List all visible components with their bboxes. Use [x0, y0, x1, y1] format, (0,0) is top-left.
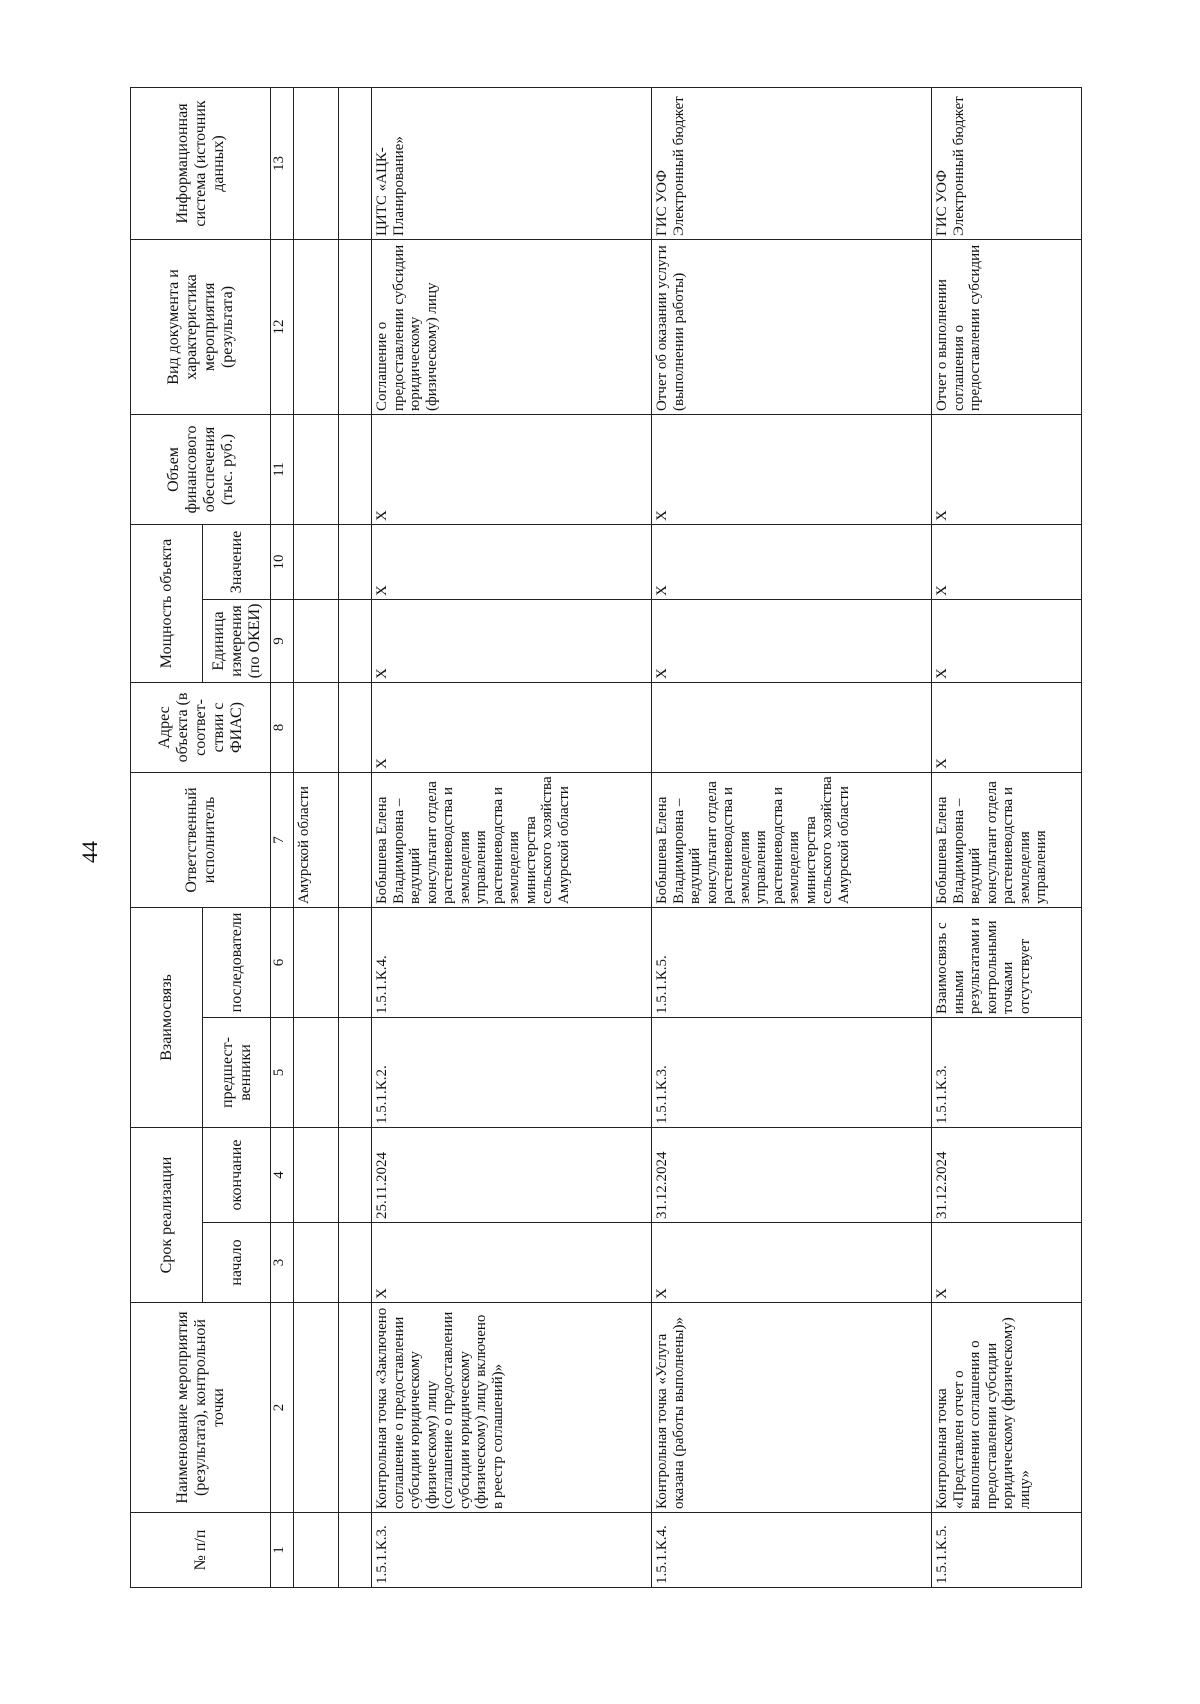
- column-number: 3: [271, 1223, 294, 1303]
- header-term-end: окончание: [203, 1127, 271, 1222]
- executor-cell: Бобышева Елена Владимировна – ведущий консультант отдела растениеводства и земледелия управления: [932, 772, 1082, 907]
- plan-table: [130, 87, 1082, 1588]
- column-number: 10: [271, 524, 294, 599]
- table-row: [932, 87, 1082, 1587]
- column-number: 5: [271, 1017, 294, 1127]
- next-cell: 1.5.1.К.4.: [372, 907, 652, 1017]
- unit-cell: X: [652, 599, 932, 682]
- continuation-row: [294, 87, 339, 1587]
- start-cell: X: [932, 1223, 1082, 1303]
- header-link: Взаимосвязь: [131, 907, 203, 1127]
- value-cell: X: [932, 524, 1082, 599]
- header-capacity-value: Значение: [203, 524, 271, 599]
- num-cell: 1.5.1.К.4.: [652, 1513, 932, 1588]
- plan-table-sheet: [130, 88, 1130, 1588]
- address-cell: X: [932, 682, 1082, 772]
- column-number: 13: [271, 87, 294, 239]
- column-number-row: [271, 87, 294, 1587]
- address-cell: X: [372, 682, 652, 772]
- num-cell: 1.5.1.К.5.: [932, 1513, 1082, 1588]
- next-cell: Взаимосвязь с иными результатами и контрольными точками отсутствует: [932, 907, 1082, 1017]
- column-number: 2: [271, 1303, 294, 1513]
- num-cell: 1.5.1.К.3.: [372, 1513, 652, 1588]
- executor-cell: Бобышева Елена Владимировна – ведущий консультант отдела растениеводства и земледелия управления растениеводства и земледелия министерства сельского хозяйства Амурской области: [652, 772, 932, 907]
- table-row: [372, 87, 652, 1587]
- doc-cell: Отчет об оказании услуги (выполнении работы): [652, 239, 932, 414]
- finance-cell: X: [652, 414, 932, 524]
- unit-cell: X: [932, 599, 1082, 682]
- header-name: Наименование мероприятия (результата), контрольной точки: [131, 1303, 271, 1513]
- header-link-prev: предшест-венники: [203, 1017, 271, 1127]
- spacer-row: [339, 87, 372, 1587]
- system-cell: ЦИТС «АЦК-Планирование»: [372, 87, 652, 239]
- name-cell: Контрольная точка «Представлен отчет о выполнении соглашения о предоставлении субсидии юридическому (физическому) лицу»: [932, 1303, 1082, 1513]
- column-number: 7: [271, 772, 294, 907]
- value-cell: X: [372, 524, 652, 599]
- start-cell: X: [652, 1223, 932, 1303]
- end-cell: 31.12.2024: [932, 1127, 1082, 1222]
- column-number: 8: [271, 682, 294, 772]
- doc-cell: Отчет о выполнении соглашения о предоставлении субсидии: [932, 239, 1082, 414]
- header-finance: Объем финансового обеспечения (тыс. руб.): [131, 414, 271, 524]
- header-capacity-unit: Единица измерения (по ОКЕИ): [203, 599, 271, 682]
- prev-cell: 1.5.1.К.3.: [652, 1017, 932, 1127]
- name-cell: Контрольная точка «Услуга оказана (работы выполнены)»: [652, 1303, 932, 1513]
- next-cell: 1.5.1.К.5.: [652, 907, 932, 1017]
- system-cell: ГИС УОФ Электронный бюджет: [932, 87, 1082, 239]
- column-number: 11: [271, 414, 294, 524]
- system-cell: ГИС УОФ Электронный бюджет: [652, 87, 932, 239]
- header-term-start: начало: [203, 1223, 271, 1303]
- name-cell: Контрольная точка «Заключено соглашение о предоставлении субсидии юридическому (физическому) лицу (соглашение о предоставлении субсидии юридическому (физическому) лицу включено в реестр соглашений)»: [372, 1303, 652, 1513]
- header-capacity: Мощность объекта: [131, 524, 203, 682]
- address-cell: [652, 682, 932, 772]
- header-term: Срок реализации: [131, 1127, 203, 1302]
- executor-cell: Бобышева Елена Владимировна – ведущий консультант отдела растениеводства и земледелия управления растениеводства и земледелия министерства сельского хозяйства Амурской области: [372, 772, 652, 907]
- doc-cell: Соглашение о предоставлении субсидии юридическому (физическому) лицу: [372, 239, 652, 414]
- column-number: 9: [271, 599, 294, 682]
- column-number: 6: [271, 907, 294, 1017]
- end-cell: 25.11.2024: [372, 1127, 652, 1222]
- header-doc: Вид документа и характеристика мероприятия (результата): [131, 239, 271, 414]
- header-link-next: последователи: [203, 907, 271, 1017]
- header-address: Адрес объекта (в соответ-ствии с ФИАС): [131, 682, 271, 772]
- value-cell: X: [652, 524, 932, 599]
- finance-cell: X: [932, 414, 1082, 524]
- page-number: 44: [77, 841, 102, 863]
- finance-cell: X: [372, 414, 652, 524]
- start-cell: X: [372, 1223, 652, 1303]
- table-row: [652, 87, 932, 1587]
- header-num: № п/п: [131, 1513, 271, 1588]
- end-cell: 31.12.2024: [652, 1127, 932, 1222]
- prev-cell: 1.5.1.К.2.: [372, 1017, 652, 1127]
- prev-cell: 1.5.1.К.3.: [932, 1017, 1082, 1127]
- column-number: 12: [271, 239, 294, 414]
- executor-cell: Амурской области: [294, 772, 339, 907]
- column-number: 4: [271, 1127, 294, 1222]
- unit-cell: X: [372, 599, 652, 682]
- header-executor: Ответственный исполнитель: [131, 772, 271, 907]
- column-number: 1: [271, 1513, 294, 1588]
- header-system: Информационная система (источник данных): [131, 87, 271, 239]
